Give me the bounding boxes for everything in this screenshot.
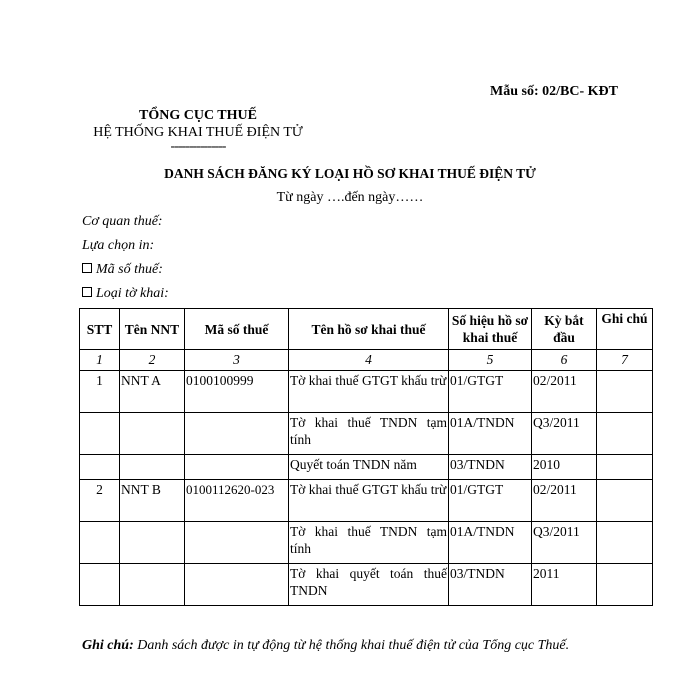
column-number-row — [80, 350, 653, 371]
option-form-type[interactable] — [82, 286, 169, 302]
column-number: 1 — [80, 350, 120, 371]
column-number: 2 — [120, 350, 185, 371]
header-note: Ghi chú — [597, 309, 653, 350]
column-number: 3 — [185, 350, 289, 371]
agency-name: TỔNG CỤC THUẾ — [139, 108, 257, 123]
cell-form-number: 03/TNDN — [449, 455, 532, 480]
cell-stt: 1 — [80, 371, 120, 413]
cell-tax-code — [185, 413, 289, 455]
tax-code-checkbox[interactable] — [82, 263, 92, 273]
cell-note — [597, 413, 653, 455]
header-start-period: Kỳ bắt đầu — [532, 309, 597, 350]
cell-start-period: Q3/2011 — [532, 522, 597, 564]
option-tax-code[interactable] — [82, 262, 163, 278]
cell-taxpayer-name — [120, 564, 185, 606]
option-form-type-label: Loại tờ khai: — [96, 286, 169, 301]
column-number: 7 — [597, 350, 653, 371]
table-row — [80, 564, 653, 606]
cell-taxpayer-name — [120, 522, 185, 564]
agency-header — [82, 107, 314, 153]
table-header-row — [80, 309, 653, 350]
cell-tax-code: 0100100999 — [185, 371, 289, 413]
cell-tax-code — [185, 522, 289, 564]
form-code: Mẫu số: 02/BC- KĐT — [490, 84, 618, 99]
cell-form-name: Tờ khai thuế GTGT khấu trừ — [289, 480, 449, 522]
cell-tax-code — [185, 455, 289, 480]
cell-note — [597, 564, 653, 606]
cell-note — [597, 455, 653, 480]
cell-form-name: Tờ khai thuế GTGT khấu trừ — [289, 371, 449, 413]
cell-start-period: 02/2011 — [532, 371, 597, 413]
cell-taxpayer-name — [120, 455, 185, 480]
table-row — [80, 455, 653, 480]
header-form-name: Tên hồ sơ khai thuế — [289, 309, 449, 350]
form-type-checkbox[interactable] — [82, 287, 92, 297]
cell-form-number: 01A/TNDN — [449, 413, 532, 455]
header-form-number: Số hiệu hồ sơ khai thuế — [449, 309, 532, 350]
footnote — [82, 638, 569, 654]
table-row — [80, 480, 653, 522]
document-title: DANH SÁCH ĐĂNG KÝ LOẠI HỒ SƠ KHAI THUẾ ĐIỆN TỬ — [164, 166, 536, 181]
footnote-text: Danh sách được in tự động từ hệ thống khai thuế điện tử của Tổng cục Thuế. — [133, 638, 570, 653]
cell-tax-code — [185, 564, 289, 606]
cell-start-period: 02/2011 — [532, 480, 597, 522]
table-row — [80, 371, 653, 413]
print-option-field: Lựa chọn in: — [82, 238, 155, 253]
cell-start-period: 2011 — [532, 564, 597, 606]
header-stt: STT — [80, 309, 120, 350]
cell-stt — [80, 564, 120, 606]
tax-office-field: Cơ quan thuế: — [82, 214, 163, 229]
header-taxpayer-name: Tên NNT — [120, 309, 185, 350]
cell-stt: 2 — [80, 480, 120, 522]
cell-note — [597, 371, 653, 413]
column-number: 5 — [449, 350, 532, 371]
cell-stt — [80, 522, 120, 564]
footnote-label: Ghi chú: — [82, 638, 134, 653]
table-row — [80, 522, 653, 564]
header-rule: --------------- — [170, 139, 226, 154]
column-number: 6 — [532, 350, 597, 371]
date-range: Từ ngày ….đến ngày…… — [276, 190, 424, 205]
cell-start-period: 2010 — [532, 455, 597, 480]
cell-taxpayer-name: NNT B — [120, 480, 185, 522]
system-name: HỆ THỐNG KHAI THUẾ ĐIỆN TỬ — [93, 125, 303, 140]
cell-stt — [80, 455, 120, 480]
cell-form-number: 01A/TNDN — [449, 522, 532, 564]
cell-taxpayer-name — [120, 413, 185, 455]
cell-form-name: Tờ khai thuế TNDN tạm tính — [289, 413, 449, 455]
cell-form-name: Tờ khai quyết toán thuế TNDN — [289, 564, 449, 606]
table-row — [80, 413, 653, 455]
cell-form-name: Quyết toán TNDN năm — [289, 455, 449, 480]
column-number: 4 — [289, 350, 449, 371]
option-tax-code-label: Mã số thuế: — [96, 262, 163, 277]
cell-note — [597, 522, 653, 564]
cell-form-number: 01/GTGT — [449, 480, 532, 522]
cell-form-number: 01/GTGT — [449, 371, 532, 413]
header-tax-code: Mã số thuế — [185, 309, 289, 350]
registration-table — [79, 308, 653, 606]
cell-start-period: Q3/2011 — [532, 413, 597, 455]
cell-form-number: 03/TNDN — [449, 564, 532, 606]
cell-tax-code: 0100112620-023 — [185, 480, 289, 522]
cell-note — [597, 480, 653, 522]
cell-stt — [80, 413, 120, 455]
cell-form-name: Tờ khai thuế TNDN tạm tính — [289, 522, 449, 564]
cell-taxpayer-name: NNT A — [120, 371, 185, 413]
